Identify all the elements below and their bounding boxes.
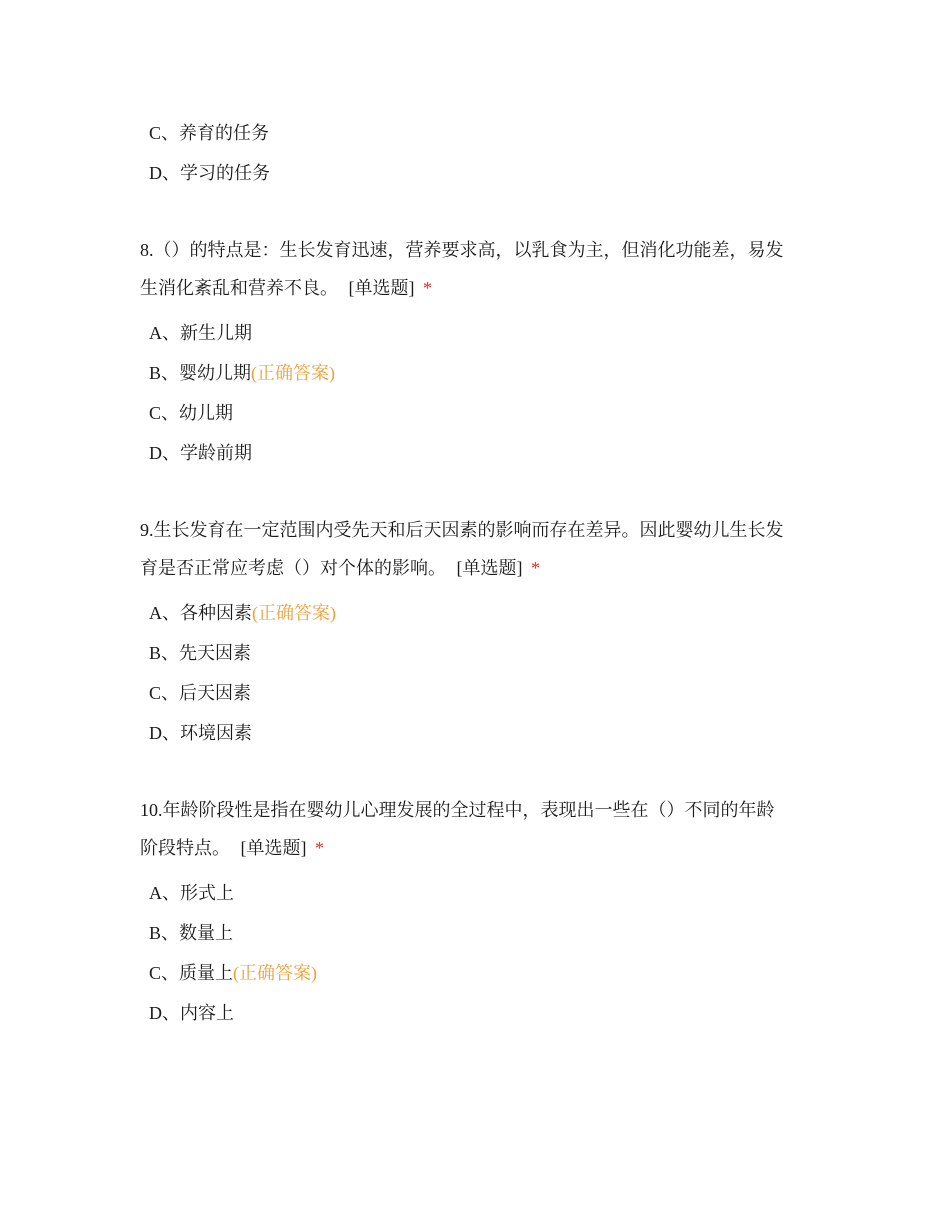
question-text-continued: 育是否正常应考虑（）对个体的影响。 bbox=[140, 558, 446, 578]
option-9c bbox=[149, 681, 251, 705]
option-label: A、各种因素 bbox=[149, 603, 252, 623]
question-10 bbox=[140, 791, 830, 867]
question-type-tag: [单选题] bbox=[456, 558, 523, 578]
option-label: B、婴幼儿期 bbox=[149, 363, 252, 383]
option-9a bbox=[149, 601, 336, 625]
option-label: D、内容上 bbox=[149, 1003, 234, 1023]
correct-answer-tag: (正确答案) bbox=[233, 963, 318, 983]
option-label: B、先天因素 bbox=[149, 643, 252, 663]
required-mark: * bbox=[315, 838, 324, 858]
option-prev-c bbox=[149, 121, 269, 145]
question-8 bbox=[140, 231, 830, 307]
required-mark: * bbox=[531, 558, 540, 578]
option-label: D、环境因素 bbox=[149, 723, 252, 743]
option-10d bbox=[149, 1001, 234, 1025]
option-8a bbox=[149, 321, 252, 345]
option-label: C、质量上 bbox=[149, 963, 234, 983]
question-text-line: 10.年龄阶段性是指在婴幼儿心理发展的全过程中，表现出一些在（）不同的年龄 bbox=[140, 800, 775, 820]
question-9 bbox=[140, 511, 830, 587]
question-text-line: 8.（）的特点是：生长发育迅速，营养要求高，以乳食为主，但消化功能差，易发 bbox=[140, 240, 784, 260]
correct-answer-tag: (正确答案) bbox=[252, 603, 336, 623]
option-label: D、学习的任务 bbox=[149, 163, 270, 183]
option-label: C、养育的任务 bbox=[149, 123, 270, 143]
option-8d bbox=[149, 441, 252, 465]
question-text-line bbox=[140, 549, 830, 587]
question-type-tag: [单选题] bbox=[240, 838, 307, 858]
question-text-continued: 生消化紊乱和营养不良。 bbox=[140, 278, 338, 298]
option-8c bbox=[149, 401, 233, 425]
option-prev-d bbox=[149, 161, 270, 185]
option-label: C、后天因素 bbox=[149, 683, 252, 703]
option-8b bbox=[149, 361, 335, 385]
correct-answer-tag: (正确答案) bbox=[251, 363, 336, 383]
option-label: D、学龄前期 bbox=[149, 443, 252, 463]
question-type-tag: [单选题] bbox=[348, 278, 415, 298]
option-label: B、数量上 bbox=[149, 923, 234, 943]
required-mark: * bbox=[423, 278, 432, 298]
option-10b bbox=[149, 921, 233, 945]
question-text-line bbox=[140, 829, 830, 867]
option-label: A、形式上 bbox=[149, 883, 234, 903]
option-9d bbox=[149, 721, 252, 745]
option-9b bbox=[149, 641, 251, 665]
option-label: A、新生儿期 bbox=[149, 323, 252, 343]
option-10a bbox=[149, 881, 234, 905]
question-text-continued: 阶段特点。 bbox=[140, 838, 230, 858]
question-text-line: 9.生长发育在一定范围内受先天和后天因素的影响而存在差异。因此婴幼儿生长发 bbox=[140, 520, 784, 540]
option-10c bbox=[149, 961, 317, 985]
option-label: C、幼儿期 bbox=[149, 403, 234, 423]
question-text-line bbox=[140, 269, 830, 307]
